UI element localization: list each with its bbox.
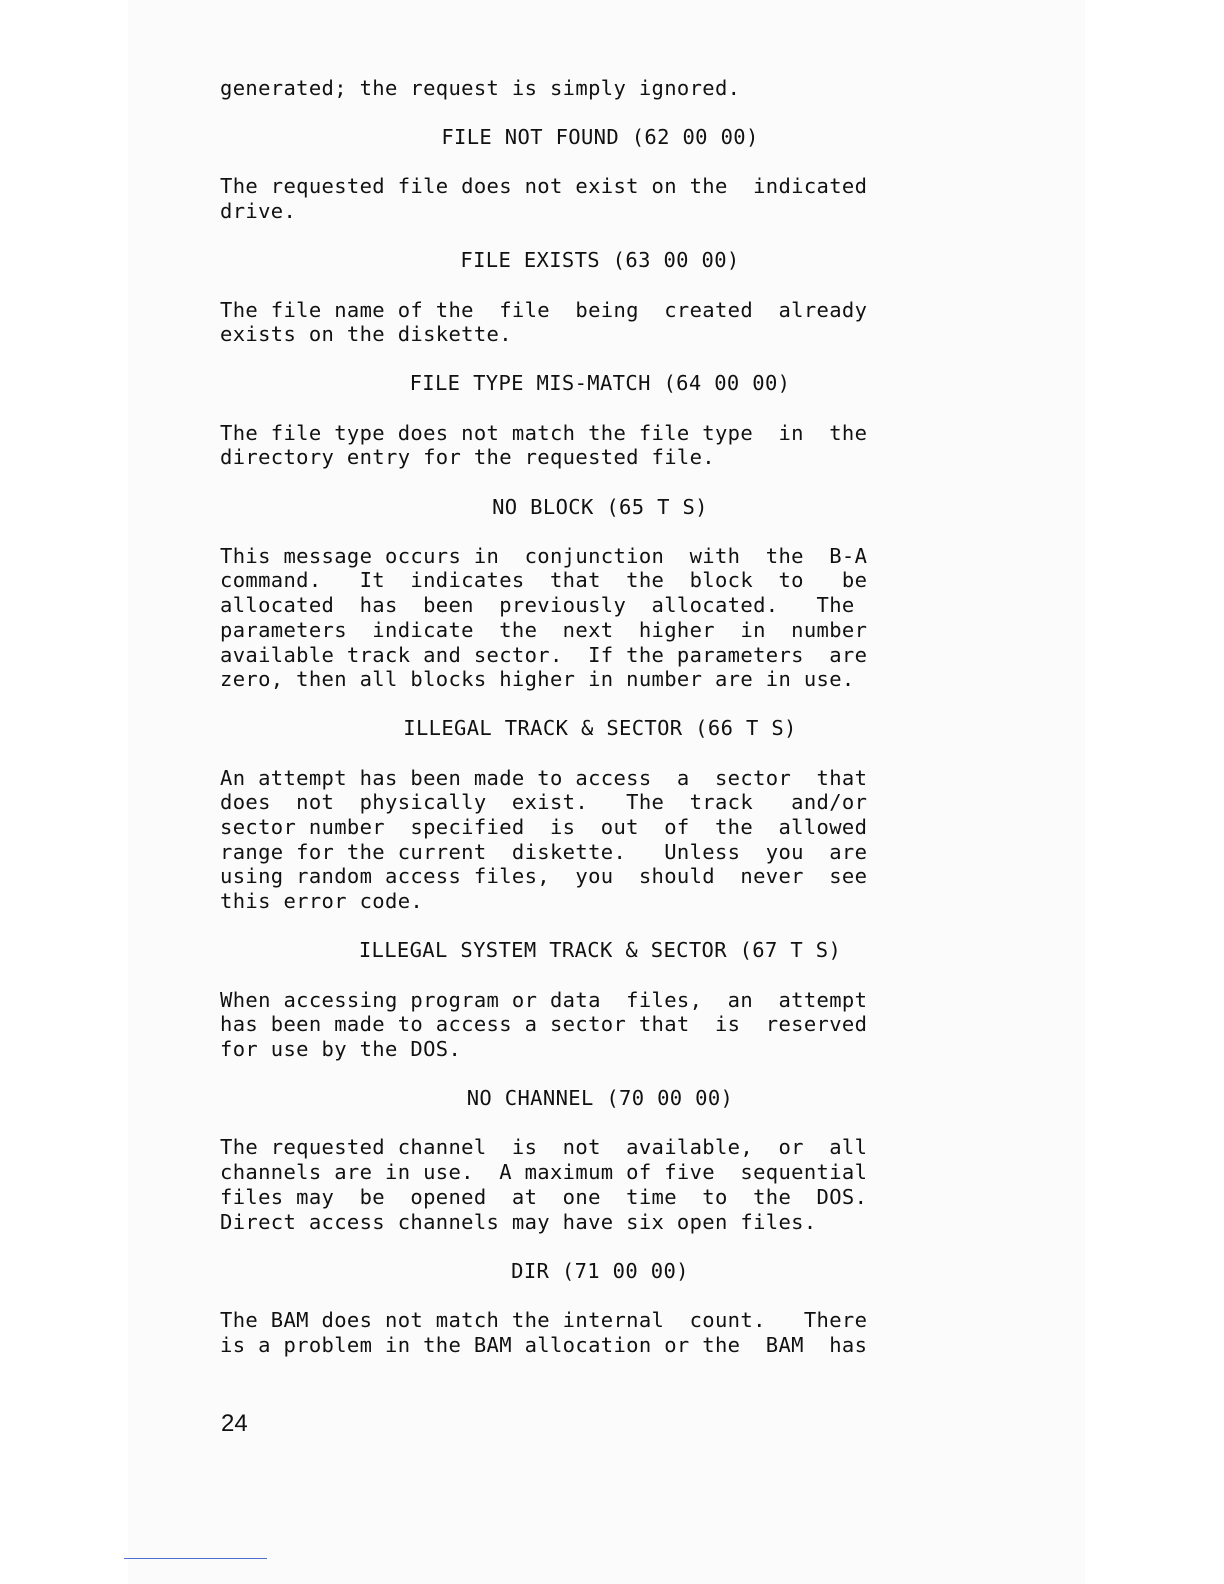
error-heading-no-channel: NO CHANNEL (70 00 00) [466,1086,734,1111]
paragraph-dir: The BAM does not match the internal count. There is a problem in the BAM allocation or the BAM has [220,1307,868,1357]
error-heading-illegal-system-track-sector: ILLEGAL SYSTEM TRACK & SECTOR (67 T S) [358,938,842,963]
error-heading-file-not-found: FILE NOT FOUND (62 00 00) [441,125,759,150]
paragraph-illegal-track-sector: An attempt has been made to access a sector that does not physically exist. The track and/or sector number specified is out of the allowed range for the current diskette. Unless you are using random access files, you should never see this error code. [220,765,868,914]
error-heading-dir: DIR (71 00 00) [511,1258,689,1283]
page-number: 24 [221,1410,248,1437]
paragraph-no-block: This message occurs in conjunction with the B-A command. It indicates that the block to be allocated has been previously allocated. The parameters indicate the next higher in number available track and sector. If the parameters are zero, then all blocks higher in number are in use. [220,543,868,692]
error-heading-file-exists: FILE EXISTS (63 00 00) [460,248,740,273]
error-heading-no-block: NO BLOCK (65 T S) [492,494,708,519]
paragraph-continuation: generated; the request is simply ignored. [220,76,741,100]
footnote-rule [124,1558,267,1559]
error-heading-illegal-track-sector: ILLEGAL TRACK & SECTOR (66 T S) [403,716,797,741]
document-body [220,76,980,1382]
error-heading-file-type-mismatch: FILE TYPE MIS-MATCH (64 00 00) [409,371,791,396]
paragraph-illegal-system-track-sector: When accessing program or data files, an attempt has been made to access a sector that is reserved for use by the DOS. [220,987,868,1061]
paragraph-file-not-found: The requested file does not exist on the indicated drive. [220,174,868,224]
paragraph-file-type-mismatch: The file type does not match the file type in the directory entry for the requested file. [220,420,868,470]
paragraph-no-channel: The requested channel is not available, or all channels are in use. A maximum of five sequential files may be opened at one time to the DOS. Direct access channels may have six open files. [220,1135,868,1234]
paragraph-file-exists: The file name of the file being created already exists on the diskette. [220,297,868,347]
